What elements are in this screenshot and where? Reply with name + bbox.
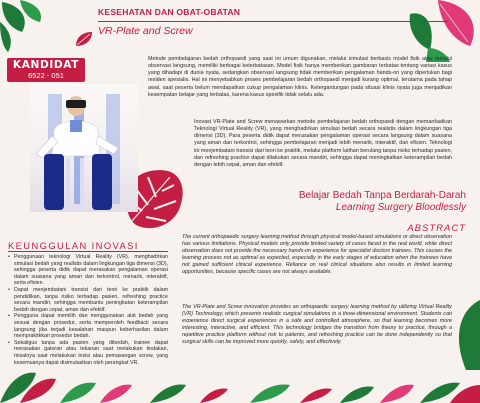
advantages-divider <box>8 251 168 252</box>
category-label: KESEHATAN DAN OBAT-OBATAN <box>98 7 241 17</box>
list-item: • Dapat menjembatani transisi dari teori ke praktik dalam pendidikan, tanpa risiko terhadap pasien, refreshing practice secara mandiri, sehingga membantu peningkatan keterampilan bedah dengan cepat, aman dan efektif. <box>8 287 168 313</box>
top-right-foliage-decoration <box>400 0 480 62</box>
vr-surgeon-photo <box>30 84 138 212</box>
bottom-foliage-decoration <box>0 363 480 403</box>
abstract-paragraph-1: The current orthopaedic surgery learning method through physical model-based simulations or direct observation has various limitations. Physical models only provide limited variety of cases faced in the real world, while direct observation does not provide the necessary hands-on experience for specialist doctors trainees. This causes the learning process not as optimal as expected, especially in the early stages of education when the trainees have not gained sufficient clinical experience. Reliance on real clinical situations also results in limited learning opportunities, because specific cases are not always available. <box>182 234 452 276</box>
header-leaf-icon <box>74 30 94 48</box>
candidate-badge <box>7 58 85 82</box>
list-item: • Sekaligus tanpa ada pasien yang dibedah, trainee dapat merasakan gatoran atau tekanan saat melakukan tindakan, misalnya saat melakukan insisi atau pemasangan screw, yang kesemuanya dapat disimulasikan oleh perangkat VR. <box>8 340 168 366</box>
advantages-heading: KEUNGGULAN INOVASI <box>8 240 139 251</box>
subtitle-english: Learning Surgery Bloodlessly <box>335 202 466 213</box>
advantages-list <box>8 254 168 366</box>
intro-paragraph-1: Metode pembelajaran bedah orthopaedi yang saat ini umum digunakan, melalui simulasi berbasis model fisik atau melalui observasi langsung, memiliki berbagai keterbatasan. Model fisik hanya memberikan gambaran terbatas tentang variasi kasus yang dihadapi di dunia nyata, sedangkan observasi langsung tidak memberikan pengalaman hands-on yang diperlukan bagi residen spesialis. Hal ini menyebabkan proses pembelajaran bedah orthopaedi menjadi kurang optimal, terutama pada tahap awal, saat peserta belum mendapatkan cukup pengalaman klinis. Ketergantungan pada situasi klinis nyata juga menjadikan kesempatan belajar yang terbatas, karena kasus spesifik tidak selalu ada. <box>148 56 452 98</box>
top-left-leaves-decoration <box>0 0 60 55</box>
list-item: • Pengguna dapat memilih dan menggunakan alat bedah yang sesuai dengan prosedur, serta memperoleh feedback secara langsung jika terjadi kesalahan maupun keberhasilan dalam memprakitkkan prosedur bedah. <box>8 313 168 339</box>
candidate-badge-label: KANDIDAT <box>12 59 80 71</box>
header-divider <box>98 21 448 22</box>
list-item: • Penggunaan teknologi Virtual Reality (VR), menghadirkan simulasi bedah yang realistis dalam lingkungan tiga dimensi (3D), sehingga peserta didik dapat merasakan pengalaman operasi dalam suasana yang aman dan terkontrol, menarik, interaktif, serta efisien. <box>8 254 168 287</box>
page-title: VR-Plate and Screw <box>98 25 193 37</box>
subtitle-indonesian: Belajar Bedah Tanpa Berdarah-Darah <box>298 190 466 201</box>
abstract-heading: ABSTRACT <box>407 223 466 234</box>
intro-paragraph-2: Inovasi VR-Plate and Screw menawarkan metode pembelajaran bedah orthopaedi dengan memanfaatkan Teknologi Virtual Reality (VR), yang menghadirkan simulasi bedah secara realistis dalam lingkungan tiga dimensi (3D). Para peserta didik dapat merasakan pengalaman operasi secara langsung dalam suasana yang aman dan terkontrol, sehingga pembelajaran menjadi lebih menarik, interaktif, dan efisien. Teknologi ini menjembatani transisi dari teori ke praktik, melalui platform latihan berulang tanpa risiko terhadap pasien, dan refreshing practice dapat dilakukan secara mandiri, sehingga dapat meningkatkan keterampilan bedah dengan lebih cepat, aman dan efektif. <box>194 119 452 168</box>
abstract-paragraph-2: The VR-Plate and Screw innovation provides an orthopaedic surgery learning method by utilizing Virtual Reality (VR) Technology, which presents realistic surgical simulations in a three-dimensional environment. Students can experience direct surgical experiences in a safe and controlled atmosphere, so that learning becomes more interesting, interactive, and efficient. This technology bridges the transition from theory to practice, through a repetitive practice platform without risk to patients, and refreshing practice can be done independently so that surgical skills can be improved more quickly, safely, and effectively. <box>182 304 452 346</box>
candidate-badge-code: 6522 - 051 <box>28 71 64 80</box>
